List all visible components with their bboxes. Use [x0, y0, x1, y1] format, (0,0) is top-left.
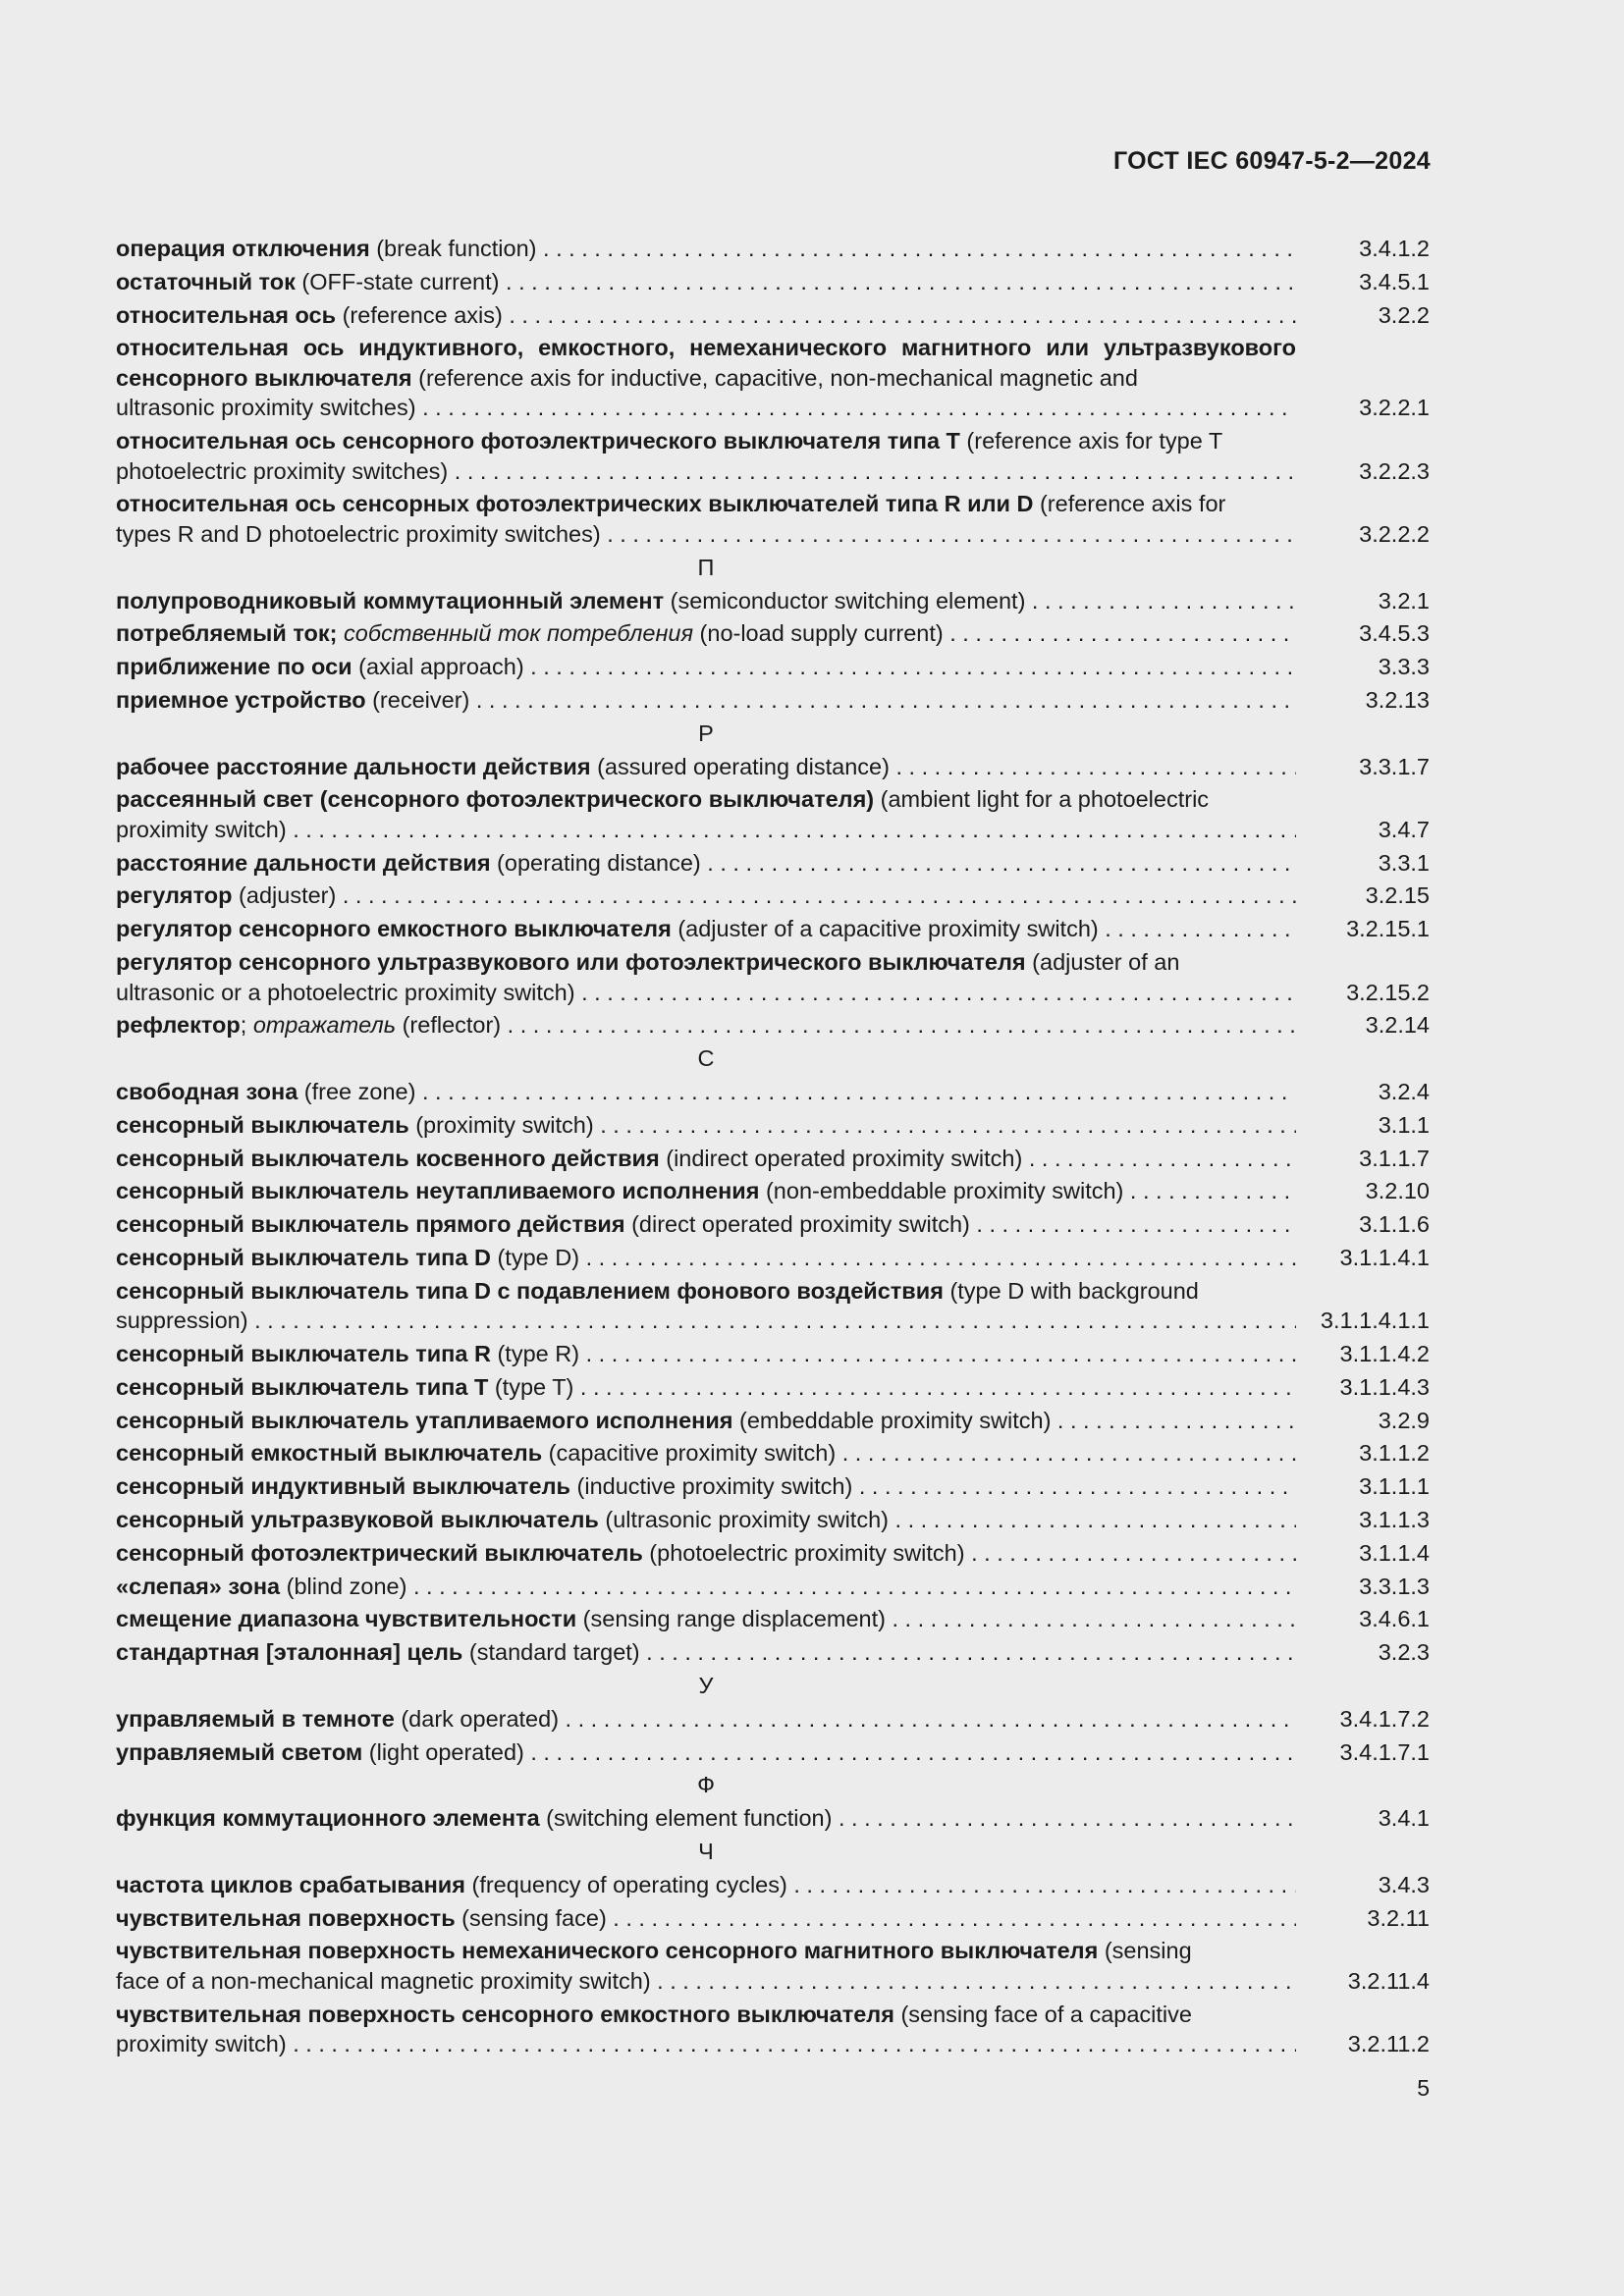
term-ru: рассеянный свет (сенсорного фотоэлектрического выключателя) [116, 786, 875, 813]
index-entry [116, 1803, 1430, 1834]
index-entry [116, 685, 1430, 716]
index-entry [116, 618, 1430, 649]
term-en: (non-embeddable proximity switch) . . . [759, 1178, 1296, 1203]
index-entry [116, 1243, 1430, 1273]
entry-term [116, 234, 1296, 264]
term-ru: относительная ось [116, 301, 337, 328]
entry-reference: 3.2.13 [1365, 686, 1430, 713]
entry-reference: 3.4.5.1 [1359, 268, 1430, 294]
term-ru: сенсорный фотоэлектрический выключатель [116, 1539, 643, 1566]
entry-reference: 3.1.1.4 [1359, 1539, 1430, 1566]
entry-reference: 3.4.5.3 [1359, 620, 1430, 647]
index-entry [116, 1637, 1430, 1668]
term-ru: сенсорный выключатель типа D с подавлением фонового воздействия [116, 1277, 944, 1304]
entry-reference: 3.1.1.4.2 [1339, 1341, 1430, 1367]
entry-term [116, 300, 1296, 331]
term-ru: регулятор сенсорного емкостного выключателя [116, 916, 672, 942]
index-entry [116, 1471, 1430, 1502]
term-ru: регулятор сенсорного ультразвукового или фотоэлектрического выключателя [116, 949, 1026, 976]
entry-reference: 3.4.6.1 [1359, 1606, 1430, 1632]
index-entry [116, 426, 1430, 486]
term-en: (sensing [1098, 1938, 1192, 1964]
entry-reference: 3.2.9 [1378, 1407, 1430, 1433]
entry-reference: 3.3.1.7 [1359, 753, 1430, 779]
term-en: (sensing face) . . . [456, 1905, 1296, 1931]
term-ru: расстояние дальности действия [116, 849, 491, 876]
entry-reference: 3.2.3 [1378, 1639, 1430, 1666]
entry-term [116, 848, 1296, 879]
term-en: (reference axis for [1033, 491, 1226, 517]
entry-reference: 3.4.1.7.2 [1339, 1705, 1430, 1732]
entry-term [116, 1903, 1296, 1934]
term-ru: функция коммутационного элемента [116, 1805, 540, 1832]
entry-term [116, 489, 1296, 549]
term-ru: относительная ось сенсорных фотоэлектрических выключателей типа R или D [116, 491, 1034, 517]
term-en: (reflector) . . . [396, 1012, 1296, 1038]
entry-reference: 3.1.1 [1378, 1111, 1430, 1138]
entry-term [116, 784, 1296, 844]
term-ru: потребляемый ток; [116, 620, 338, 647]
entry-term [116, 1010, 1296, 1041]
index-entry [116, 1604, 1430, 1634]
term-synonym: отражатель [252, 1012, 397, 1039]
index-entry [116, 1276, 1430, 1336]
index-entry [116, 1209, 1430, 1240]
index-entry [116, 1505, 1430, 1535]
entry-reference: 3.1.1.1 [1359, 1473, 1430, 1500]
entry-term [116, 752, 1296, 782]
entry-term [116, 881, 1296, 911]
term-ru: стандартная [эталонная] цель [116, 1639, 463, 1666]
index-entry [116, 1538, 1430, 1569]
term-en: (switching element function) . . . [540, 1805, 1296, 1831]
term-ru: приближение по оси [116, 654, 352, 680]
entry-term [116, 586, 1296, 616]
term-ru: чувствительная поверхность [116, 1904, 456, 1931]
entry-reference: 3.4.1.7.1 [1339, 1738, 1430, 1765]
term-en: (break function) . . . [370, 236, 1296, 261]
term-ru: управляемый светом [116, 1738, 363, 1765]
term-en: (operating distance) . . . [491, 850, 1296, 876]
entry-reference: 3.3.1.3 [1359, 1573, 1430, 1599]
section-letter: Ф [697, 1772, 715, 1798]
term-ru: смещение диапазона чувствительности [116, 1606, 577, 1632]
index-entry [116, 1870, 1430, 1900]
entry-term [116, 1276, 1296, 1336]
term-ru: сенсорный выключатель утапливаемого исполнения [116, 1407, 733, 1433]
index-entry [116, 1372, 1430, 1403]
index-entry [116, 1110, 1430, 1141]
entry-reference: 3.2.1 [1378, 587, 1430, 614]
entry-term [116, 947, 1296, 1007]
term-ru: рабочее расстояние дальности действия [116, 753, 591, 779]
section-letter: П [697, 554, 715, 580]
term-synonym: собственный ток потребления [337, 620, 694, 647]
entry-reference: 3.2.2 [1378, 301, 1430, 328]
term-en: (proximity switch) . . . [409, 1112, 1296, 1138]
entry-reference: 3.3.3 [1378, 654, 1430, 680]
index-entry [116, 1704, 1430, 1735]
term-en: (dark operated) . . . [395, 1706, 1296, 1732]
term-en: (reference axis for type T [959, 428, 1223, 454]
entry-reference: 3.3.1 [1378, 849, 1430, 876]
term-en: (light operated) . . . [362, 1739, 1296, 1765]
entry-reference: 3.4.3 [1378, 1871, 1430, 1897]
entry-reference: 3.1.1.7 [1359, 1145, 1430, 1171]
term-en: (receiver) . . . [366, 687, 1296, 713]
section-letter: Р [698, 720, 714, 746]
term-ru: свободная зона [116, 1078, 298, 1104]
term-ru: остаточный ток [116, 268, 296, 294]
entry-reference: 3.1.1.4.1.1 [1320, 1308, 1430, 1334]
entry-term [116, 914, 1296, 944]
entry-term [116, 1870, 1296, 1900]
index-entry [116, 586, 1430, 616]
entry-reference: 3.2.14 [1365, 1012, 1430, 1039]
entry-term [116, 1209, 1296, 1240]
term-en-continued: types R and D photoelectric proximity switches) . . . [116, 521, 1296, 547]
entry-reference: 3.2.15.2 [1346, 979, 1430, 1005]
term-en: (adjuster of a capacitive proximity switch) . . . [672, 916, 1296, 941]
entry-reference: 3.2.11.4 [1347, 1967, 1430, 1994]
term-en: (blind zone) . . . [280, 1574, 1296, 1599]
entry-reference: 3.2.15.1 [1346, 916, 1430, 942]
term-en-continued: ultrasonic proximity switches) . . . [116, 395, 1296, 420]
entry-term [116, 685, 1296, 716]
entry-term [116, 1438, 1296, 1468]
index-entry [116, 1077, 1430, 1107]
term-en-continued: proximity switch) . . . [116, 817, 1296, 842]
entry-term [116, 267, 1296, 297]
term-en: (indirect operated proximity switch) . . . [660, 1146, 1296, 1171]
entry-term [116, 1339, 1296, 1369]
term-ru: сенсорный индуктивный выключатель [116, 1473, 571, 1500]
term-en: (free zone) . . . [298, 1079, 1296, 1104]
entry-term [116, 1372, 1296, 1403]
section-letter: С [697, 1045, 715, 1072]
term-ru: регулятор [116, 882, 233, 909]
section-letter: У [698, 1672, 714, 1698]
entry-term [116, 1406, 1296, 1436]
entry-reference: 3.2.2.2 [1359, 520, 1430, 547]
term-ru: относительная ось индуктивного, емкостного, немеханического магнитного или ультразвукового сенсорного выключателя [116, 335, 1296, 391]
section-letter: Ч [698, 1838, 714, 1864]
index-entry [116, 1903, 1430, 1934]
entry-term [116, 1505, 1296, 1535]
term-ru: частота циклов срабатывания [116, 1871, 465, 1897]
entry-term [116, 2000, 1296, 2059]
index-entry [116, 489, 1430, 549]
entry-reference: 3.2.15 [1365, 882, 1430, 909]
index-entry [116, 784, 1430, 844]
term-en: (no-load supply current) . . . [693, 620, 1296, 646]
index-entry [116, 333, 1430, 423]
index-entry [116, 1438, 1430, 1468]
term-ru: сенсорный выключатель косвенного действия [116, 1145, 660, 1171]
entry-reference: 3.2.2.1 [1359, 395, 1430, 421]
entry-term [116, 618, 1296, 649]
entry-term [116, 1243, 1296, 1273]
entry-reference: 3.1.1.6 [1359, 1211, 1430, 1238]
entry-reference: 3.1.1.3 [1359, 1507, 1430, 1532]
entry-term [116, 1604, 1296, 1634]
term-en: (sensing range displacement) . . . [576, 1606, 1296, 1631]
index-entry [116, 652, 1430, 682]
term-en: (type D with background [943, 1277, 1199, 1304]
index-entry [116, 267, 1430, 297]
term-en-continued: ultrasonic or a photoelectric proximity switch) . . . [116, 980, 1296, 1005]
index-entry [116, 1406, 1430, 1436]
entry-reference: 3.2.10 [1365, 1178, 1430, 1204]
index-entry [116, 300, 1430, 331]
entry-reference: 3.2.11 [1367, 1904, 1430, 1931]
term-en: (reference axis) . . . [336, 302, 1296, 328]
index-entry [116, 752, 1430, 782]
term-en: (type D) . . . [491, 1245, 1296, 1270]
document-header: ГОСТ IEC 60947-5-2—2024 [1112, 147, 1431, 175]
entry-term [116, 1936, 1296, 1996]
entry-reference: 3.4.1 [1378, 1805, 1430, 1832]
term-en-continued: suppression) . . . [116, 1308, 1296, 1333]
index-entry [116, 1144, 1430, 1174]
term-en-continued: proximity switch) . . . [116, 2031, 1296, 2056]
term-ru: приемное устройство [116, 686, 366, 713]
index-entry [116, 881, 1430, 911]
term-en: (ultrasonic proximity switch) . . . [599, 1507, 1296, 1532]
term-en-continued: face of a non-mechanical magnetic proximity switch) . . . [116, 1968, 1296, 1994]
page-number: 5 [1417, 2075, 1430, 2101]
term-ru: сенсорный емкостный выключатель [116, 1440, 543, 1467]
term-ru: относительная ось сенсорного фотоэлектрического выключателя типа T [116, 428, 960, 454]
term-en: (OFF-state current) . . . [296, 269, 1296, 294]
term-ru: операция отключения [116, 236, 370, 261]
term-separator: ; [240, 1012, 253, 1039]
term-en: (capacitive proximity switch) . . . [542, 1440, 1296, 1466]
term-ru: сенсорный выключатель типа R [116, 1341, 491, 1367]
term-en: (embeddable proximity switch) . . . [733, 1408, 1297, 1433]
term-ru: чувствительная поверхность сенсорного емкостного выключателя [116, 2001, 894, 2027]
term-en: (axial approach) . . . [352, 654, 1296, 679]
entry-reference: 3.2.2.3 [1359, 457, 1430, 484]
entry-term [116, 1471, 1296, 1502]
term-ru: сенсорный выключатель типа D [116, 1244, 491, 1270]
index-entry [116, 1936, 1430, 1996]
term-ru: сенсорный выключатель [116, 1111, 409, 1138]
entry-reference: 3.4.1.2 [1359, 236, 1430, 261]
term-en: (type R) . . . [491, 1341, 1296, 1366]
index-entry [116, 2000, 1430, 2059]
index-entry [116, 1010, 1430, 1041]
entry-term [116, 1737, 1296, 1768]
entry-reference: 3.1.1.4.1 [1339, 1244, 1430, 1270]
term-ru: сенсорный ультразвуковой выключатель [116, 1507, 599, 1532]
entry-term [116, 1572, 1296, 1602]
entry-term [116, 1176, 1296, 1206]
term-en: (adjuster) . . . [233, 882, 1296, 908]
entry-reference: 3.2.11.2 [1347, 2031, 1430, 2057]
entry-term [116, 652, 1296, 682]
term-ru: управляемый в темноте [116, 1705, 395, 1732]
term-ru: сенсорный выключатель типа T [116, 1373, 489, 1400]
entry-term [116, 1803, 1296, 1834]
term-en-continued: photoelectric proximity switches) . . . [116, 458, 1296, 484]
term-en: (inductive proximity switch) . . . [570, 1473, 1296, 1499]
index-entry [116, 1572, 1430, 1602]
entry-term [116, 333, 1296, 423]
entry-reference: 3.1.1.2 [1359, 1440, 1430, 1467]
term-en: (type T) . . . [488, 1374, 1296, 1400]
entry-reference: 3.1.1.4.3 [1339, 1373, 1430, 1400]
entry-term [116, 1637, 1296, 1668]
index-entry [116, 1176, 1430, 1206]
entry-term [116, 1144, 1296, 1174]
term-en: (standard target) . . . [462, 1639, 1296, 1665]
term-en: (ambient light for a photoelectric [874, 786, 1210, 813]
entry-term [116, 1077, 1296, 1107]
term-en: (reference axis for inductive, capacitive, non-mechanical magnetic and [411, 364, 1138, 391]
entry-term [116, 1110, 1296, 1141]
term-ru: «слепая» зона [116, 1573, 281, 1599]
term-en: (photoelectric proximity switch) . . . [643, 1540, 1296, 1566]
entry-term [116, 1704, 1296, 1735]
index-entry [116, 914, 1430, 944]
term-en: (sensing face of a capacitive [893, 2001, 1192, 2027]
index-entry [116, 848, 1430, 879]
term-ru: чувствительная поверхность немеханического сенсорного магнитного выключателя [116, 1938, 1099, 1964]
term-ru: полупроводниковый коммутационный элемент [116, 587, 665, 614]
term-en: (adjuster of an [1025, 949, 1180, 976]
index-entry [116, 234, 1430, 264]
entry-reference: 3.2.4 [1378, 1078, 1430, 1104]
index-entry [116, 947, 1430, 1007]
term-index [116, 234, 1430, 2062]
entry-term [116, 426, 1296, 486]
term-ru: сенсорный выключатель прямого действия [116, 1211, 625, 1238]
entry-reference: 3.4.7 [1378, 816, 1430, 842]
term-en: (assured operating distance) . . . [591, 754, 1296, 779]
term-ru: рефлектор [116, 1012, 241, 1039]
index-entry [116, 1339, 1430, 1369]
index-entry [116, 1737, 1430, 1768]
term-en: (semiconductor switching element) . . . [664, 588, 1296, 614]
term-ru: сенсорный выключатель неутапливаемого исполнения [116, 1178, 760, 1204]
term-en: (direct operated proximity switch) . . . [625, 1211, 1296, 1237]
entry-term [116, 1538, 1296, 1569]
term-en: (frequency of operating cycles) . . . [465, 1872, 1296, 1897]
